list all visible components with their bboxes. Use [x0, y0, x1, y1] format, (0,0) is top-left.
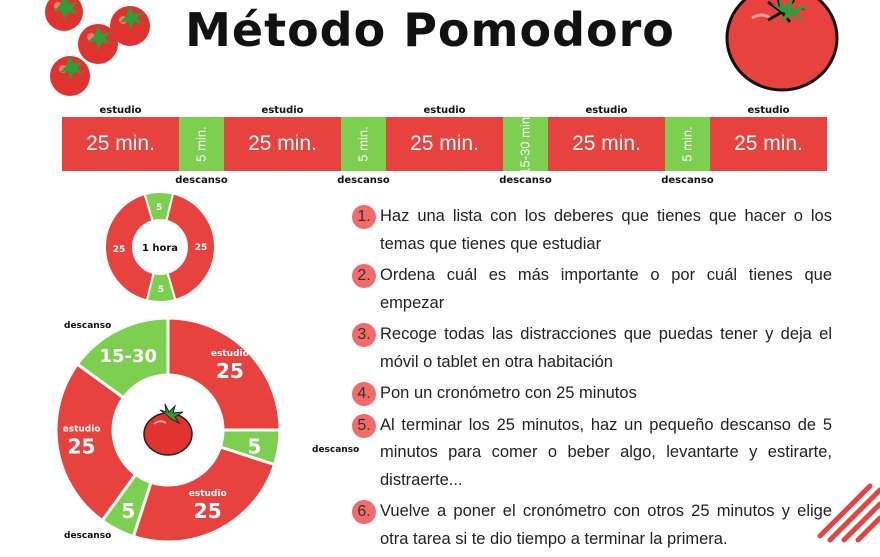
segment-duration: 15-30 min.: [517, 113, 533, 175]
step-text: Al terminar los 25 minutos, haz un pequeño descanso de 5 minutos para comer o beber algo, levantarte y estirarte, distraerte...: [380, 415, 832, 489]
segment-duration: 5 min.: [679, 126, 695, 162]
tomato-icon: [144, 404, 192, 455]
step-text: Ordena cuál es más importante o por cuál tienes que empezar: [380, 266, 832, 312]
break-outer-label: descanso: [64, 321, 112, 331]
slice-value: 25: [215, 359, 244, 384]
cycle-donut-chart: [50, 310, 360, 541]
break-label: descanso: [661, 175, 714, 186]
decorative-stripes-icon: [818, 470, 880, 540]
step-text: Recoge todas las distracciones que puedas tener y deja el móvil o tablet en otra habitación: [380, 325, 832, 371]
step-number-badge: 2.: [352, 264, 376, 288]
slice-value: 15-30: [99, 346, 158, 368]
step-item: [352, 321, 832, 376]
slice-value: 25: [193, 498, 222, 523]
page-title: Método Pomodoro: [185, 3, 675, 57]
step-text: Vuelve a poner el cronómetro con otros 25 minutos y elige otra tarea si te dio tiempo a terminar la primera.: [380, 502, 832, 548]
slice-label: 5: [156, 203, 163, 214]
study-label: estudio: [585, 105, 628, 116]
step-number-badge: 4.: [352, 382, 376, 406]
segment-duration: 5 min.: [193, 126, 209, 162]
break-outer-label: descanso: [312, 445, 360, 455]
hour-donut-chart: [100, 190, 220, 310]
segment-duration: 25 min.: [572, 132, 641, 155]
segment-duration: 25 min.: [410, 132, 479, 155]
step-text: Pon un cronómetro con 25 minutos: [380, 384, 637, 402]
step-item: [352, 262, 832, 317]
study-label: estudio: [423, 105, 466, 116]
steps-list: [352, 203, 832, 557]
step-number-badge: 5.: [352, 414, 376, 438]
slice-label: 25: [194, 243, 208, 254]
slice-value: 5: [121, 498, 136, 523]
donut-center-label: 1 hora: [141, 243, 179, 254]
step-number-badge: 1.: [352, 205, 376, 229]
slice-value: 5: [247, 434, 262, 459]
break-outer-label: descanso: [64, 531, 112, 541]
step-number-badge: 6.: [352, 500, 376, 524]
timeline-labels: [0, 0, 880, 200]
slice-value: 25: [67, 434, 96, 459]
segment-duration: 25 min.: [248, 132, 317, 155]
study-label: estudio: [99, 105, 142, 116]
study-label: estudio: [747, 105, 790, 116]
slice-label: 5: [157, 284, 164, 295]
slice-label: 25: [112, 244, 126, 255]
step-number-badge: 3.: [352, 323, 376, 347]
slice-sublabel: estudio: [210, 349, 249, 360]
break-label: descanso: [337, 175, 390, 186]
step-item: [352, 412, 832, 495]
slice-sublabel: estudio: [62, 424, 101, 435]
step-item: [352, 203, 832, 258]
step-item: [352, 498, 832, 553]
slice-sublabel: estudio: [188, 488, 227, 499]
segment-duration: 25 min.: [734, 132, 803, 155]
step-text: Haz una lista con los deberes que tienes que hacer o los temas que tienes que estudiar: [380, 207, 832, 253]
break-label: descanso: [175, 175, 228, 186]
segment-duration: 25 min.: [86, 132, 155, 155]
study-label: estudio: [261, 105, 304, 116]
break-label: descanso: [499, 175, 552, 186]
segment-duration: 5 min.: [355, 126, 371, 162]
step-item: [352, 380, 832, 408]
